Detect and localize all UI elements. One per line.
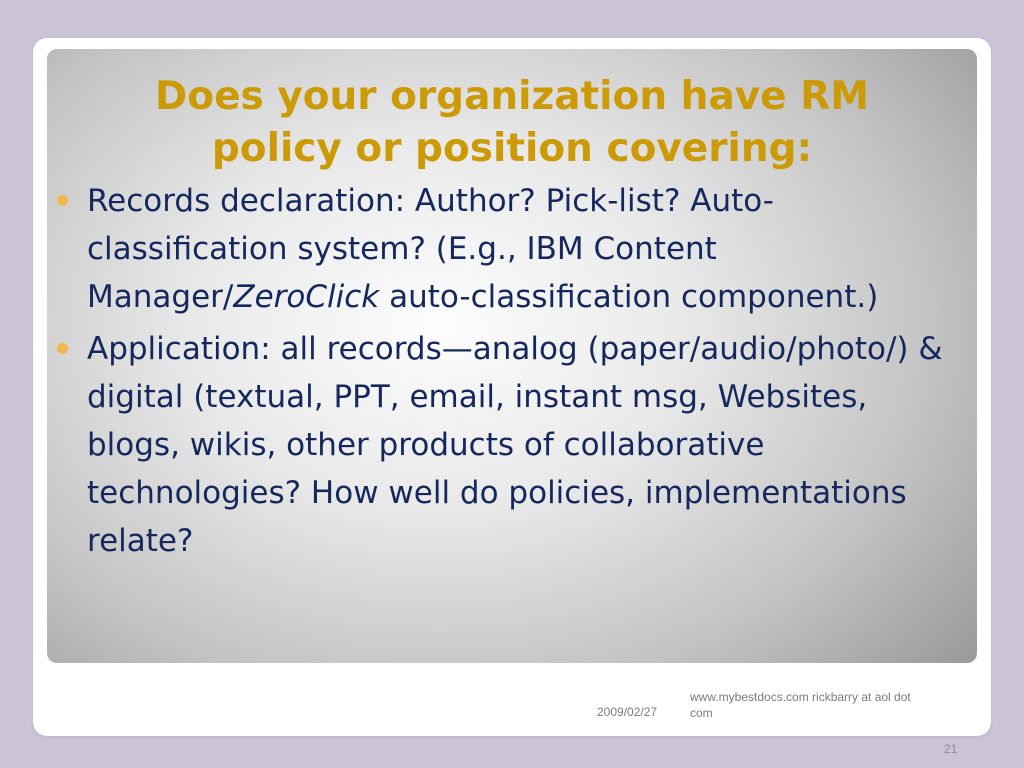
slide-title-line-1: Does your organization have RM [154, 74, 870, 119]
slide-number: 21 [944, 742, 958, 756]
bullet-dot-icon [57, 195, 68, 206]
bullet-dot-icon [57, 343, 68, 354]
bullet-text: Application: all records—analog (paper/audio/photo/) & digital (textual, PPT, email, instant msg, Websites, blogs, wikis, other products of collaborative technologies? How well do policies, implementations relate? [87, 331, 943, 559]
slide-title-line-2: policy or position covering: [211, 126, 813, 171]
bullet-text-italic: ZeroClick [233, 279, 380, 315]
bullet-item-records-declaration [47, 177, 947, 321]
footer-source: www.mybestdocs.com rickbarry at aol dot com [690, 690, 911, 720]
bullet-item-application [47, 325, 947, 565]
bullet-text: Records declaration: Author? Pick-list? Auto-classification system? (E.g., IBM Content Manager/ [87, 183, 774, 315]
bullet-list [47, 177, 947, 569]
content-panel [47, 49, 977, 663]
slide-title [47, 71, 977, 175]
footer-date: 2009/02/27 [597, 705, 658, 719]
bullet-text-end: auto-classification component.) [379, 279, 879, 315]
